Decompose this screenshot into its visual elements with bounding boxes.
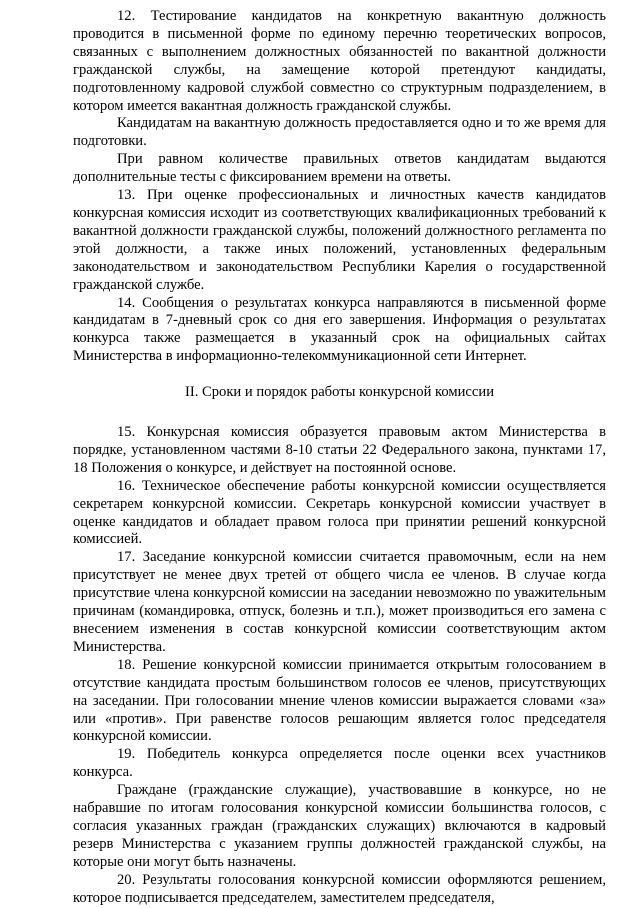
paragraph-12-prep-time: Кандидатам на вакантную должность предоставляется одно и то же время для подготовки.	[73, 115, 606, 150]
paragraph-19: 19. Победитель конкурса определяется после оценки всех участников конкурса.	[73, 746, 606, 781]
paragraph-12: 12. Тестирование кандидатов на конкретную вакантную должность проводится в письменной форме по единому перечню теоретических вопросов, связанных с выполнением должностных обязанностей по вакантной должности гражданской службы, на замещение которой претендуют кандидаты, подготовленному кадровой службой совместно со структурным подразделением, в котором имеется вакантная должность гражданской службы.	[73, 8, 606, 114]
paragraph-15: 15. Конкурсная комиссия образуется правовым актом Министерства в порядке, установленном частями 8-10 статьи 22 Федерального закона, пунктами 17, 18 Положения о конкурсе, и действует на постоянной основе.	[73, 424, 606, 476]
paragraph-20: 20. Результаты голосования конкурсной комиссии оформляются решением, которое подписывается председателем, заместителем председателя,	[73, 871, 606, 906]
paragraph-17: 17. Заседание конкурсной комиссии считается правомочным, если на нем присутствует не менее двух третей от общего числа ее членов. В случае когда присутствие члена конкурсной комиссии на заседании невозможно по уважительным причинам (командировка, отпуск, болезнь и т.п.), может производиться его замена с внесением изменения в состав конкурсной комиссии соответствующим актом Министерства.	[73, 549, 606, 655]
paragraph-13: 13. При оценке профессиональных и личностных качеств кандидатов конкурсная комиссия исходит из соответствующих квалификационных требований к вакантной должности гражданской службы, положений должностного регламента по этой должности, а также иных положений, установленных федеральным законодательством и законодательством Республики Карелия о государственной гражданской службе.	[73, 187, 606, 293]
paragraph-19-reserve: Граждане (гражданские служащие), участвовавшие в конкурсе, но не набравшие по итогам голосования конкурсной комиссии большинства голосов, с согласия указанных граждан (гражданских служащих) включаются в кадровый резерв Министерства с указанием группы должностей гражданской службы, на которые они могут быть назначены.	[73, 782, 606, 870]
paragraph-14: 14. Сообщения о результатах конкурса направляются в письменной форме кандидатам в 7-дневный срок со дня его завершения. Информация о результатах конкурса также размещается в указанный срок на официальных сайтах Министерства в информационно-телекоммуникационной сети Интернет.	[73, 294, 606, 365]
paragraph-16: 16. Техническое обеспечение работы конкурсной комиссии осуществляется секретарем конкурсной комиссии. Секретарь конкурсной комиссии участвует в оценке кандидатов и обладает правом голоса при принятии решений конкурсной комиссией.	[73, 477, 606, 548]
paragraph-18: 18. Решение конкурсной комиссии принимается открытым голосованием в отсутствие кандидата простым большинством голосов ее членов, присутствующих на заседании. При голосовании мнение членов комиссии выражается словами «за» или «против». При равенстве голосов решающим является голос председателя конкурсной комиссии.	[73, 656, 606, 745]
paragraph-12-extra-tests: При равном количестве правильных ответов кандидатам выдаются дополнительные тесты с фиксированием времени на ответы.	[73, 151, 606, 186]
section-heading: II. Сроки и порядок работы конкурсной комиссии	[184, 384, 495, 401]
